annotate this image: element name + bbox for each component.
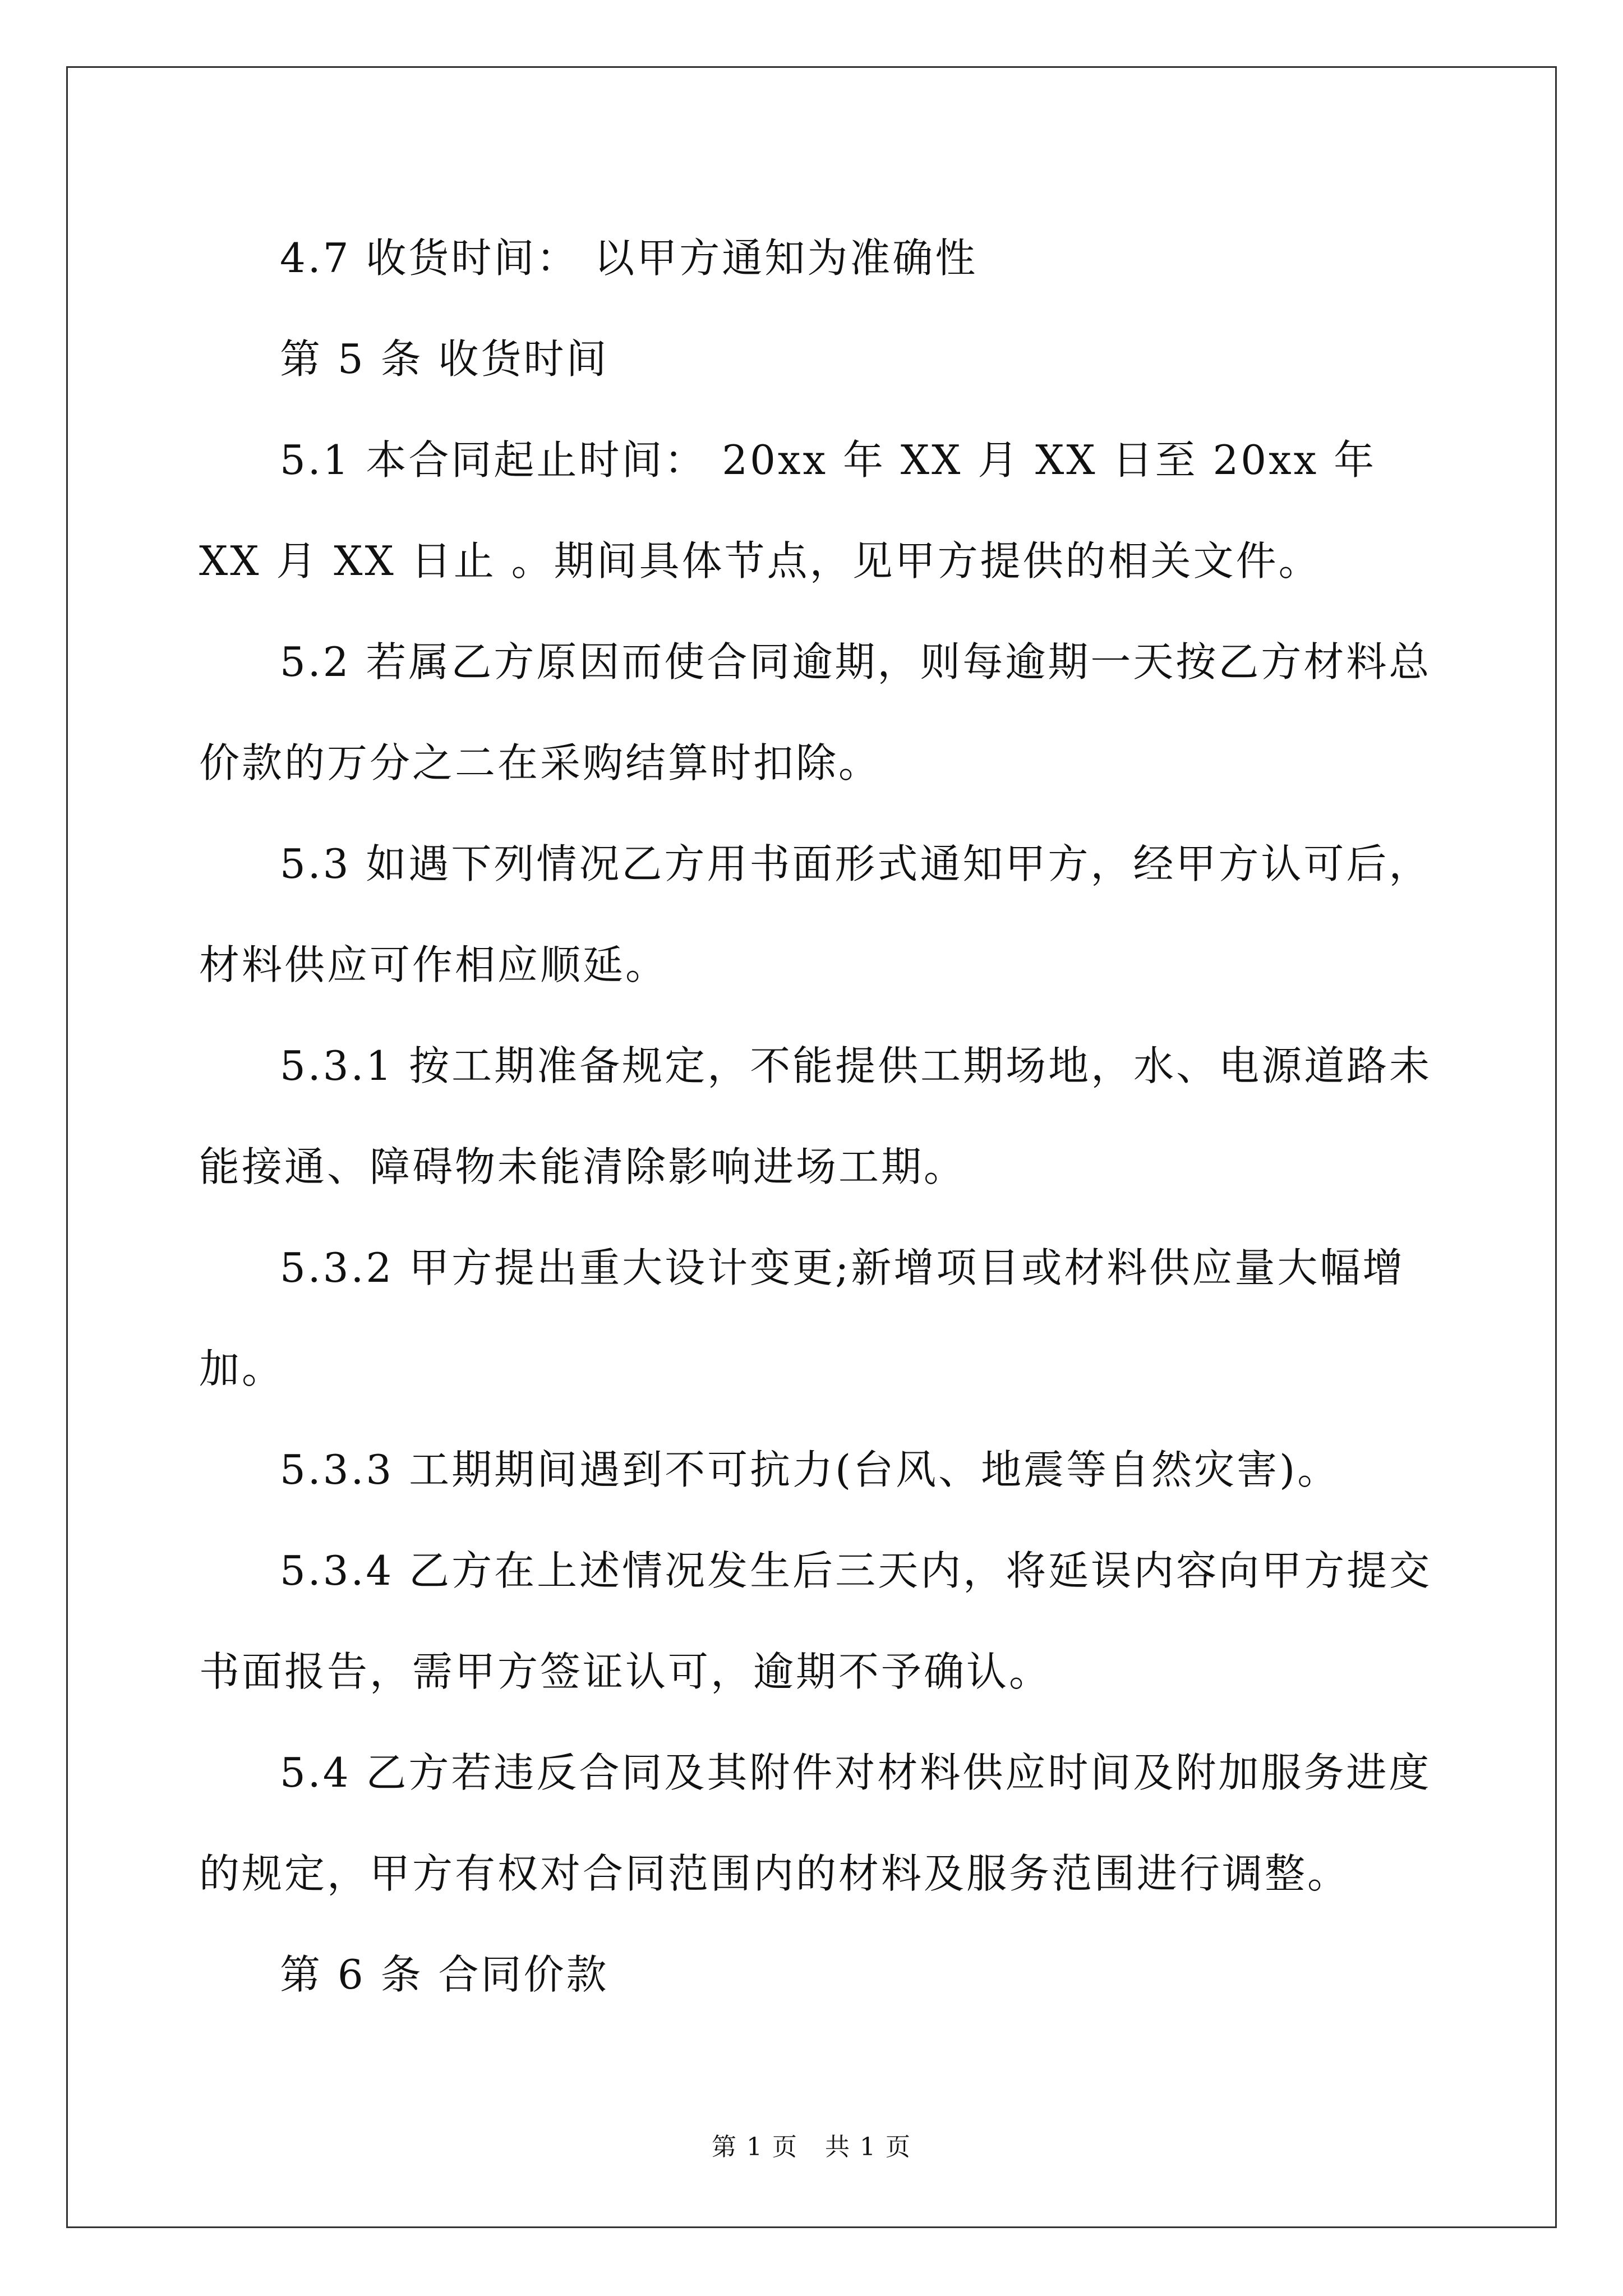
page-footer: [0, 2131, 1623, 2164]
paragraph-5-1: 5.1 本合同起止时间： 20xx 年 XX 月 XX 日至 20xx 年 XX 月 XX 日止 。期间具体节点，见甲方提供的相关文件。: [199, 436, 1392, 585]
page-total: 共 1 页: [824, 2133, 911, 2161]
paragraph-5-3-1: 5.3.1 按工期准备规定，不能提供工期场地，水、电源道路未能接通、障碍物未能清除影响进场工期。: [199, 1042, 1432, 1190]
paragraph-4-7: 4.7 收货时间： 以甲方通知为准确性: [280, 234, 978, 282]
paragraph-5-2: 5.2 若属乙方原因而使合同逾期，则每逾期一天按乙方材料总价款的万分之二在采购结算时扣除。: [199, 638, 1432, 786]
paragraph-5-4: 5.4 乙方若违反合同及其附件对材料供应时间及附加服务进度的规定，甲方有权对合同范围内的材料及服务范围进行调整。: [199, 1749, 1432, 1897]
heading-article-5: 第 5 条 收货时间: [280, 335, 609, 383]
paragraph-5-3-2: 5.3.2 甲方提出重大设计变更;新增项目或材料供应量大幅增加。: [199, 1244, 1405, 1392]
page-number: 第 1 页: [712, 2133, 799, 2161]
heading-article-6: 第 6 条 合同价款: [280, 1951, 609, 1998]
paragraph-5-3-3: 5.3.3 工期期间遇到不可抗力(台风、地震等自然灾害)。: [280, 1446, 1340, 1493]
paragraph-5-3: 5.3 如遇下列情况乙方用书面形式通知甲方，经甲方认可后，材料供应可作相应顺延。: [199, 840, 1432, 988]
paragraph-5-3-4: 5.3.4 乙方在上述情况发生后三天内，将延误内容向甲方提交书面报告，需甲方签证认可，逾期不予确认。: [199, 1547, 1432, 1695]
document-body: [199, 208, 1433, 2025]
